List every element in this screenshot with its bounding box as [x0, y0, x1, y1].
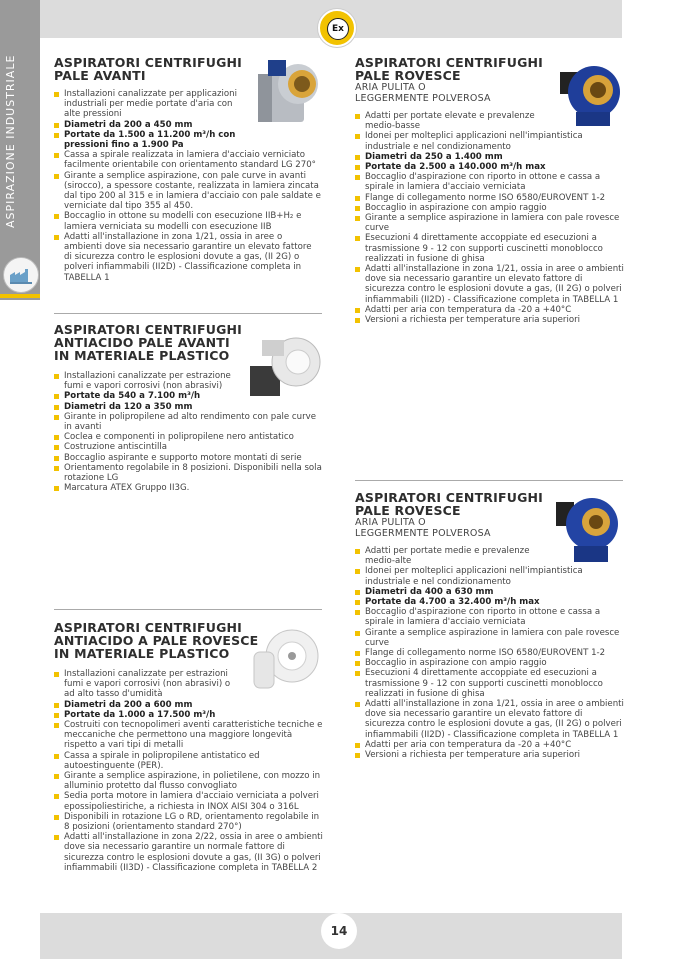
list-item: Adatti per portate elevate e prevalenze medio-basse [355, 111, 545, 131]
page-number: 14 [321, 913, 357, 949]
list-item: Costruiti con tecnopolimeri aventi caratteristiche tecniche e meccaniche che permettono una maggiore longevità rispetto a vari tipi di metalli [54, 720, 326, 751]
feature-list-cont [355, 566, 625, 760]
section-subtitle-line2: LEGGERMENTE POLVEROSA [355, 93, 491, 104]
list-item: Adatti per aria con temperatura da -20 a +40°C [355, 740, 625, 750]
list-item: Girante a semplice aspirazione in lamiera con pale rovesce curve [355, 213, 625, 233]
atex-ex-mark: Ex [327, 18, 349, 40]
list-item: Costruzione antiscintilla [54, 442, 324, 452]
section-title-line3: IN MATERIALE PLASTICO [54, 348, 230, 363]
list-item: Installazioni canalizzate per estrazioni fumi e vapori corrosivi (non abrasivi) o ad alto tasso d'umidità [54, 669, 234, 700]
section-title-line2: PALE AVANTI [54, 68, 146, 83]
list-item: Flange di collegamento norme ISO 6580/EUROVENT 1-2 [355, 193, 625, 203]
list-item: Diametri da 250 a 1.400 mm [355, 152, 625, 162]
list-item: Esecuzioni 4 direttamente accoppiate ed esecuzioni a trasmissione 9 - 12 con supporti cuscinetti monoblocco realizzati in fusione di ghisa [355, 668, 625, 699]
feature-list [54, 371, 244, 412]
list-item: Idonei per molteplici applicazioni nell'impiantistica industriale e nel condizionamento [355, 131, 625, 151]
list-item: Installazioni canalizzate per estrazione fumi e vapori corrosivi (non abrasivi) [54, 371, 244, 391]
feature-list-cont [54, 150, 322, 283]
section-title-line2: PALE ROVESCE [355, 503, 461, 518]
list-item: Boccaglio d'aspirazione con riporto in ottone e cassa a spirale in lamiera d'acciaio verniciata [355, 172, 625, 192]
section-title-line3: IN MATERIALE PLASTICO [54, 646, 230, 661]
list-item: Diametri da 400 a 630 mm [355, 587, 625, 597]
atex-logo [318, 9, 356, 47]
list-item: Boccaglio d'aspirazione con riporto in ottone e cassa a spirale in lamiera d'acciaio verniciata [355, 607, 625, 627]
list-item: Adatti all'installazione in zona 1/21, ossia in aree o ambienti dove sia necessario garantire un elevato fattore di sicurezza contro le esplosioni dovute a gas, (II 2G) o polveri infiammabili (II2D) - Classificazione completa in TABELLA 1 [355, 264, 625, 305]
section-title-line2: PALE ROVESCE [355, 68, 461, 83]
section-divider [355, 480, 623, 481]
section-title: ASPIRATORI CENTRIFUGHI [355, 55, 544, 70]
plastic-fan-image [246, 330, 324, 400]
list-item: Adatti all'installazione in zona 1/21, ossia in aree o ambienti dove sia necessario garantire un elevato fattore di sicurezza contro le esplosioni dovute a gas, (II 2G) o polveri infiammabili (II2D) - Classificazione completa in TABELLA 1 [355, 699, 625, 740]
feature-list-cont [54, 720, 326, 873]
section-subtitle: ARIA PULITA O [355, 517, 426, 528]
list-item: Boccaglio in aspirazione con ampio raggio [355, 658, 625, 668]
list-item: Diametri da 200 a 450 mm [54, 120, 244, 130]
list-item: Adatti all'installazione in zona 2/22, ossia in aree o ambienti dove sia necessario garantire un normale fattore di sicurezza contro le esplosioni dovute a gas, (II 3G) o polveri infiammabili (II3D) - Classificazione completa in TABELLA 2 [54, 832, 326, 873]
list-item: Installazioni canalizzate per applicazioni industriali per medie portate d'aria con alte pressioni [54, 89, 244, 120]
section-divider [54, 313, 322, 314]
plastic-backward-fan-image [248, 622, 324, 698]
list-item: Portate da 540 a 7.100 m³/h [54, 391, 244, 401]
section-subtitle: ARIA PULITA O [355, 82, 426, 93]
list-item: Boccaglio in ottone su modelli con esecuzione IIB+H₂ e lamiera verniciata su modelli con esecuzione IIB [54, 211, 322, 231]
list-item: Cassa a spirale realizzata in lamiera d'acciaio verniciato facilmente orientabile con orientamento standard LG 270° [54, 150, 322, 170]
feature-list [54, 669, 234, 720]
list-item: Versioni a richiesta per temperature aria superiori [355, 750, 625, 760]
list-item: Esecuzioni 4 direttamente accoppiate ed esecuzioni a trasmissione 9 - 12 con supporti cuscinetti monoblocco realizzati in fusione di ghisa [355, 233, 625, 264]
list-item: Versioni a richiesta per temperature aria superiori [355, 315, 625, 325]
list-item: Diametri da 120 a 350 mm [54, 402, 244, 412]
feature-list [54, 89, 244, 150]
section-divider [54, 609, 322, 610]
list-item: Portate da 1.000 a 17.500 m³/h [54, 710, 234, 720]
feature-list [355, 111, 545, 131]
list-item: Diametri da 200 a 600 mm [54, 700, 234, 710]
list-item: Adatti per aria con temperatura da -20 a +40°C [355, 305, 625, 315]
sidebar-label: ASPIRAZIONE INDUSTRIALE [4, 54, 17, 228]
list-item: Portate da 1.500 a 11.200 m³/h con pressioni fino a 1.900 Pa [54, 130, 244, 150]
blue-fan-image [552, 488, 622, 570]
list-item: Orientamento regolabile in 8 posizioni. Disponibili nella sola rotazione LG [54, 463, 324, 483]
feature-list-cont [355, 131, 625, 325]
fan-product-image [252, 56, 324, 128]
list-item: Sedia porta motore in lamiera d'acciaio verniciata a polveri epossipoliestiriche, a richiesta in INOX AISI 304 o 316L [54, 791, 326, 811]
section-title: ASPIRATORI CENTRIFUGHI [355, 490, 544, 505]
feature-list [355, 546, 545, 566]
section-title: ASPIRATORI CENTRIFUGHI [54, 322, 243, 337]
list-item: Flange di collegamento norme ISO 6580/EUROVENT 1-2 [355, 648, 625, 658]
sidebar-accent [0, 294, 40, 298]
factory-icon [3, 257, 39, 293]
list-item: Disponibili in rotazione LG o RD, orientamento regolabile in 8 posizioni (orientamento standard 270°) [54, 812, 326, 832]
sidebar-icon [0, 254, 40, 298]
list-item: Idonei per molteplici applicazioni nell'impiantistica industriale e nel condizionamento [355, 566, 625, 586]
list-item: Portate da 2.500 a 140.000 m³/h max [355, 162, 625, 172]
list-item: Cassa a spirale in polipropilene antistatico ed autoestinguente (PER). [54, 751, 326, 771]
feature-list-cont [54, 412, 324, 494]
list-item: Portate da 4.700 a 32.400 m³/h max [355, 597, 625, 607]
section-title-line2: ANTIACIDO PALE AVANTI [54, 335, 230, 350]
section-title: ASPIRATORI CENTRIFUGHI [54, 55, 243, 70]
list-item: Coclea e componenti in polipropilene nero antistatico [54, 432, 324, 442]
list-item: Girante a semplice aspirazione, in polietilene, con mozzo in alluminio protetto dal flusso convogliato [54, 771, 326, 791]
list-item: Boccaglio aspirante e supporto motore montati di serie [54, 453, 324, 463]
section-title-line2: ANTIACIDO A PALE ROVESCE [54, 633, 259, 648]
section-title: ASPIRATORI CENTRIFUGHI [54, 620, 243, 635]
list-item: Boccaglio in aspirazione con ampio raggio [355, 203, 625, 213]
list-item: Girante a semplice aspirazione in lamiera con pale rovesce curve [355, 628, 625, 648]
section-subtitle-line2: LEGGERMENTE POLVEROSA [355, 528, 491, 539]
list-item: Girante a semplice aspirazione, con pale curve in avanti (sirocco), a spessore costante, realizzata in lamiera zincata dal tipo 200 al 315 e in lamiera d'acciaio con pale saldate e verniciate dal tipo 355 al 450. [54, 171, 322, 212]
list-item: Girante in polipropilene ad alto rendimento con pale curve in avanti [54, 412, 324, 432]
blue-fan-image [556, 56, 622, 132]
list-item: Marcatura ATEX Gruppo II3G. [54, 483, 324, 493]
list-item: Adatti per portate medie e prevalenze medio-alte [355, 546, 545, 566]
list-item: Adatti all'installazione in zona 1/21, ossia in aree o ambienti dove sia necessario garantire un elevato fattore di sicurezza contro le esplosioni dovute a gas, (II 2G) o polveri infiammabili (II2D) - Classificazione completa in TABELLA 1 [54, 232, 322, 283]
